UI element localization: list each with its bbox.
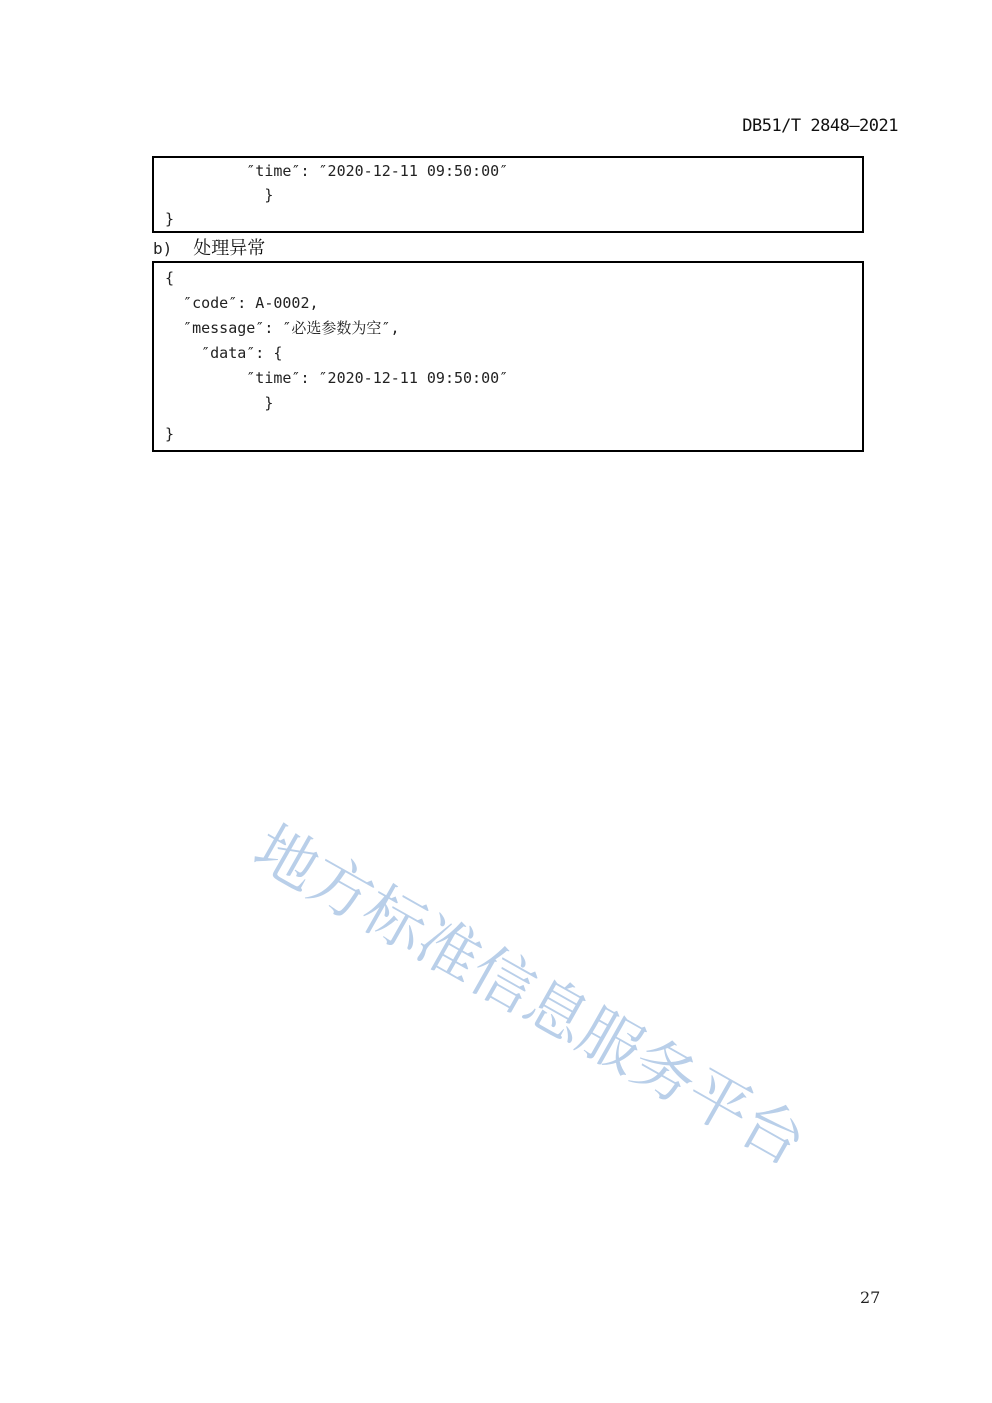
code-line: ″data″: {: [165, 344, 283, 362]
code-line: {: [165, 269, 175, 287]
code-line: ″code″: A-0002,: [165, 294, 319, 312]
watermark: 地方标准信息服务平台: [242, 810, 818, 1180]
page-number: 27: [860, 1288, 881, 1307]
list-item-b: [153, 238, 265, 260]
code-line: }: [165, 394, 274, 412]
code-line: ″time″: ″2020-12-11 09:50:00″: [165, 369, 509, 387]
list-item-marker: b): [153, 239, 173, 258]
code-line: ″message″: ″必选参数为空″,: [165, 319, 400, 337]
code-block-exception: [152, 261, 864, 452]
code-line: ″time″: ″2020-12-11 09:50:00″: [165, 162, 509, 180]
code-line: }: [165, 210, 175, 228]
code-line: }: [165, 186, 274, 204]
list-item-label: 处理异常: [193, 238, 266, 259]
code-block-top: [152, 156, 864, 233]
standard-number-header: DB51/T 2848—2021: [742, 116, 898, 136]
code-line: }: [165, 425, 175, 443]
